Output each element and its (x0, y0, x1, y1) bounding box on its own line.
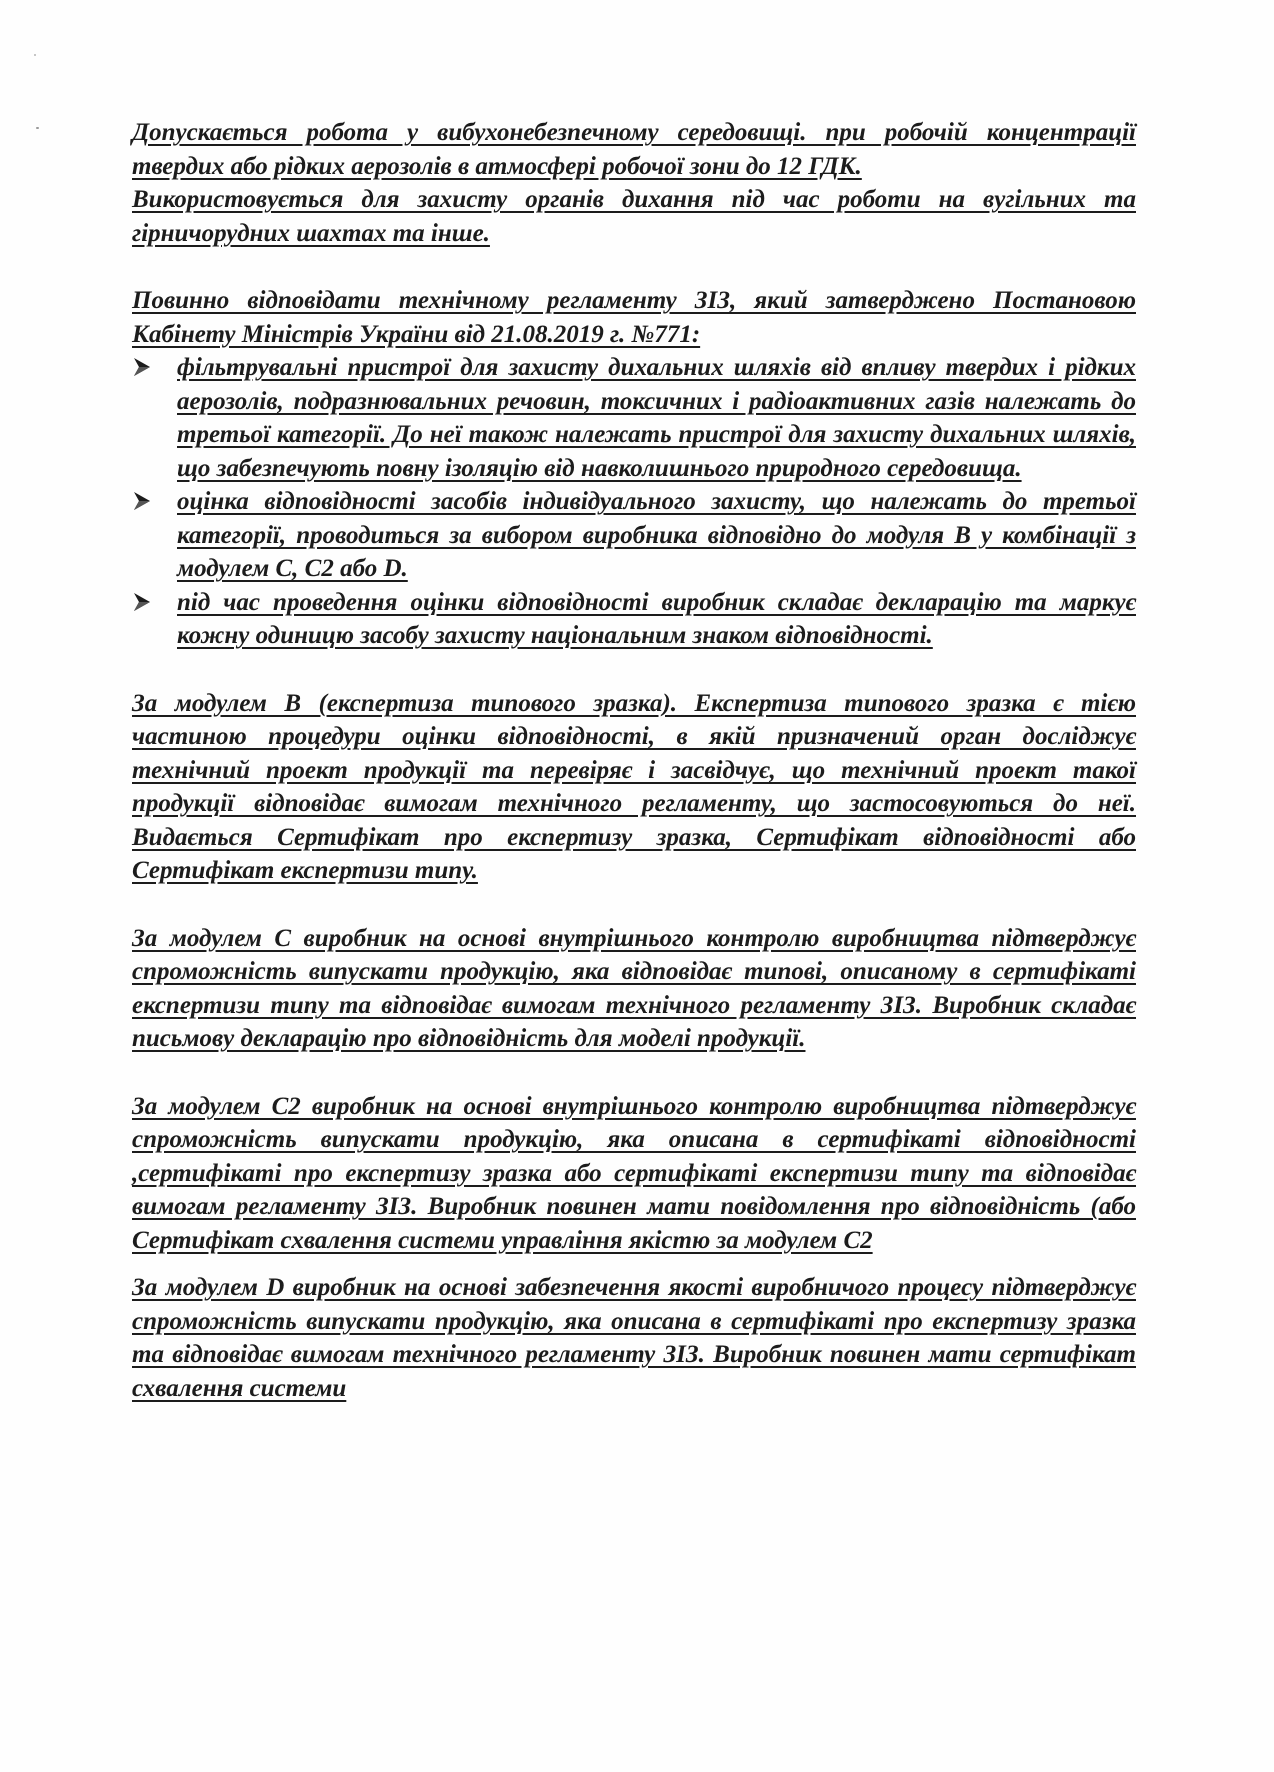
spacer (132, 888, 1136, 922)
arrowhead-bullet-icon (132, 590, 152, 614)
scan-speck (34, 54, 36, 56)
module-d-paragraph: За модулем D виробник на основі забезпечення якості виробничого процесу підтверджує спроможність випускати продукцію, яка описана в сертифікаті про експертизу зразка та відповідає вимогам технічного регламенту ЗІЗ. Виробник повинен мати сертифікат схвалення системи (132, 1274, 1136, 1402)
list-item (132, 586, 1136, 653)
module-c2-paragraph: За модулем С2 виробник на основі внутрішнього контролю виробництва підтверджує спроможність випускати продукцію, яка описана в сертифікаті відповідності ,сертифікаті про експертизу зразка або сертифікаті експертизи типу та відповідає вимогам регламенту ЗІЗ. Виробник повинен мати повідомлення про відповідність (або Сертифікат схвалення системи управління якістю за модулем С2 (132, 1092, 1136, 1254)
regulation-bullet-list (132, 351, 1136, 653)
module-b-paragraph: За модулем В (експертиза типового зразка). Експертиза типового зразка є тією частиною процедури оцінки відповідності, в якій призначений орган досліджує технічний проект продукції та перевіряє і засвідчує, що технічний проект такої продукції відповідає вимогам технічного регламенту, що застосовуються до неї. Видається Сертифікат про експертизу зразка, Сертифікат відповідності або Сертифікат експертизи типу. (132, 689, 1136, 884)
intro-paragraph-2: Використовується для захисту органів дихання під час роботи на вугільних та гірничорудних шахтах та інше. (132, 186, 1136, 247)
spacer (132, 653, 1136, 687)
spacer (132, 250, 1136, 284)
list-item (132, 351, 1136, 485)
list-item (132, 485, 1136, 586)
regulation-heading: Повинно відповідати технічному регламенту ЗІЗ, який затверджено Постановою Кабінету Міністрів України від 21.08.2019 г. №771: (132, 287, 1136, 348)
intro-paragraph-1: Допускається робота у вибухонебезпечному середовищі. при робочій концентрації твердих або рідких аерозолів в атмосфері робочої зони до 12 ГДК. (132, 119, 1136, 180)
spacer (132, 1257, 1136, 1271)
document-body (132, 116, 1136, 1405)
spacer (132, 1056, 1136, 1090)
bullet-text: оцінка відповідності засобів індивідуального захисту, що належать до третьої категорії, проводиться за вибором виробника відповідно до модуля В у комбінації з модулем С, С2 або D. (177, 488, 1136, 582)
arrowhead-bullet-icon (132, 489, 152, 513)
bullet-text: під час проведення оцінки відповідності виробник складає декларацію та маркує кожну одиницю засобу захисту національним знаком відповідності. (177, 588, 1136, 649)
arrowhead-bullet-icon (132, 355, 152, 379)
scan-speck (36, 127, 39, 129)
bullet-text: фільтрувальні пристрої для захисту дихальних шляхів від впливу твердих і рідких аерозолів, подразнювальних речовин, токсичних і радіоактивних газів належать до третьої категорії. До неї також належать пристрої для захисту дихальних шляхів, що забезпечують повну ізоляцію від навколишнього природного середовища. (177, 354, 1136, 482)
module-c-paragraph: За модулем С виробник на основі внутрішнього контролю виробництва підтверджує спроможність випускати продукцію, яка відповідає типові, описаному в сертифікаті експертизи типу та відповідає вимогам технічного регламенту ЗІЗ. Виробник складає письмову декларацію про відповідність для моделі продукції. (132, 924, 1136, 1052)
